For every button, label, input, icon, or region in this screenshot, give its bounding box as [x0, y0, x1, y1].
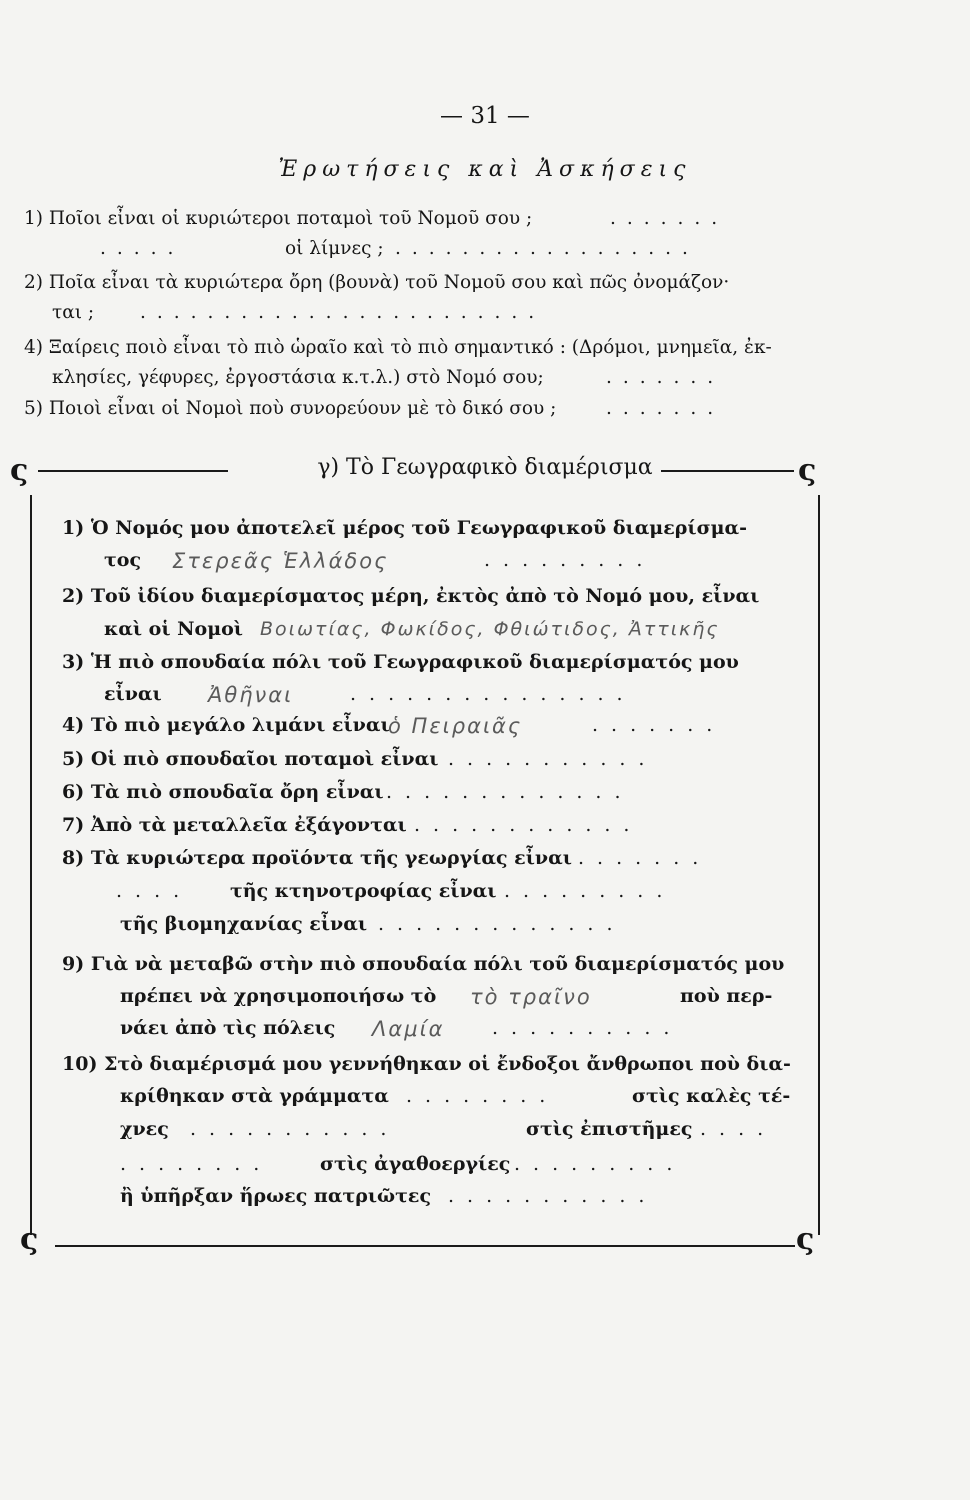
dot-leader: .....	[100, 238, 185, 259]
box-q8-line1: 8) Τὰ κυριώτερα προϊόντα τῆς γεωργίας εἶναι	[62, 847, 572, 869]
box-q10-line6: στὶς ἀγαθοεργίες	[320, 1153, 511, 1175]
dot-leader: .......	[592, 714, 726, 736]
question-text: 5) Ποιοὶ εἶναι οἱ Νομοὶ ποὺ συνορεύουν μὲ τὸ δικό σου ;	[24, 398, 557, 419]
section-title: Ἐρωτήσεις καὶ Ἀσκήσεις	[278, 157, 692, 182]
ornament-top-right: ς	[798, 453, 817, 488]
box-q2-line1: 2) Τοῦ ἰδίου διαμερίσματος μέρη, ἐκτὸς ἀπὸ τὸ Νομό μου, εἶναι	[62, 585, 760, 607]
question-text: οἱ λίμνες ;	[285, 238, 384, 259]
box-q10-line4: χνες	[120, 1118, 169, 1140]
dot-leader: .........	[504, 880, 676, 902]
handwritten-answer-9b: Λαμία	[372, 1017, 445, 1041]
box-q7: 7) Ἀπὸ τὰ μεταλλεῖα ἐξάγονται	[62, 814, 407, 836]
box-q9-line2: πρέπει νὰ χρησιμοποιήσω τὸ	[120, 985, 437, 1007]
box-q10-line3: στὶς καλὲς τέ-	[632, 1085, 791, 1107]
dot-leader: .........	[484, 549, 656, 571]
dot-leader: ....	[116, 880, 193, 902]
dot-leader: .........	[514, 1153, 686, 1175]
dot-leader: ....	[700, 1118, 777, 1140]
dot-leader: ...........	[190, 1118, 400, 1140]
page-number: — 31 —	[440, 103, 530, 129]
handwritten-answer-9: τὸ τραῖνο	[470, 985, 592, 1009]
dot-leader: ...............	[350, 683, 636, 705]
handwritten-answer-4: ὁ Πειραιᾶς	[388, 714, 523, 738]
box-q1-line2: τος	[104, 549, 142, 571]
box-q10-line1: 10) Στὸ διαμέρισμά μου γεννήθηκαν οἱ ἔνδοξοι ἄνθρωποι ποὺ δια-	[62, 1053, 791, 1075]
box-q6: 6) Τὰ πιὸ σπουδαῖα ὄρη εἶναι	[62, 781, 384, 803]
box-q3-line1: 3) Ἡ πιὸ σπουδαία πόλι τοῦ Γεωγραφικοῦ διαμερίσματός μου	[62, 651, 739, 673]
dot-leader: ........	[406, 1085, 559, 1107]
box-q8-line2: τῆς κτηνοτροφίας εἶναι	[230, 880, 497, 902]
box-q4: 4) Τὸ πιὸ μεγάλο λιμάνι εἶναι	[62, 714, 390, 736]
question-text: 2) Ποῖα εἶναι τὰ κυριώτερα ὄρη (βουνὰ) τοῦ Νομοῦ σου καὶ πῶς ὀνομάζον·	[24, 272, 730, 293]
ornament-bottom-left: ς	[20, 1222, 39, 1257]
box-q3-line2: εἶναι	[104, 683, 162, 705]
dot-leader: ...........	[448, 748, 658, 770]
dot-leader: .............	[378, 913, 626, 935]
handwritten-answer-1: Στερεᾶς Ἑλλάδος	[172, 549, 389, 573]
box-title: γ) Τὸ Γεωγραφικὸ διαμέρισμα	[0, 455, 970, 480]
question-text: ται ;	[52, 302, 95, 323]
box-q10-line2: κρίθηκαν στὰ γράμματα	[120, 1085, 389, 1107]
box-q9-line1: 9) Γιὰ νὰ μεταβῶ στὴν πιὸ σπουδαία πόλι τοῦ διαμερίσματός μου	[62, 953, 785, 975]
ornament-bottom-right: ς	[796, 1222, 815, 1257]
box-q9-line4: νάει ἀπὸ τὶς πόλεις	[120, 1017, 336, 1039]
dot-leader: .......	[606, 367, 725, 388]
dot-leader: ..................	[395, 238, 699, 259]
box-bottom-rule	[55, 1245, 795, 1247]
question-text: 4) Ξαίρεις ποιὸ εἶναι τὸ πιὸ ὡραῖο καὶ τὸ πιὸ σημαντικό : (Δρόμοι, μνημεῖα, ἐκ-	[24, 337, 772, 358]
box-q10-line5: στὶς ἐπιστῆμες	[526, 1118, 693, 1140]
dot-leader: .......	[606, 398, 725, 419]
dot-leader: .......	[610, 208, 729, 229]
question-text: 1) Ποῖοι εἶναι οἱ κυριώτεροι ποταμοὶ τοῦ Νομοῦ σου ;	[24, 208, 533, 229]
box-q1-line1: 1) Ὁ Νομός μου ἀποτελεῖ μέρος τοῦ Γεωγραφικοῦ διαμερίσμα-	[62, 517, 748, 539]
dot-leader: .......	[578, 847, 712, 869]
box-q9-line3: ποὺ περ-	[680, 985, 773, 1007]
dot-leader: ........................	[140, 302, 546, 323]
dot-leader: ........	[120, 1153, 273, 1175]
handwritten-answer-2: Βοιωτίας, Φωκίδος, Φθιώτιδος, Ἀττικῆς	[260, 618, 720, 640]
handwritten-answer-3: Ἀθῆναι	[208, 683, 294, 707]
box-q2-line2: καὶ οἱ Νομοὶ	[104, 618, 243, 640]
dot-leader: ..........	[492, 1017, 683, 1039]
question-text: κλησίες, γέφυρες, ἐργοστάσια κ.τ.λ.) στὸ Νομό σου;	[52, 367, 544, 388]
box-q8-line3: τῆς βιομηχανίας εἶναι	[120, 913, 368, 935]
box-q10-line7: ἢ ὑπῆρξαν ἥρωες πατριῶτες	[120, 1185, 432, 1207]
box-q5: 5) Οἱ πιὸ σπουδαῖοι ποταμοὶ εἶναι	[62, 748, 439, 770]
dot-leader: ...........	[448, 1185, 658, 1207]
dot-leader: ............	[414, 814, 643, 836]
ornament-top-left: ς	[10, 453, 29, 488]
dot-leader: .............	[386, 781, 634, 803]
